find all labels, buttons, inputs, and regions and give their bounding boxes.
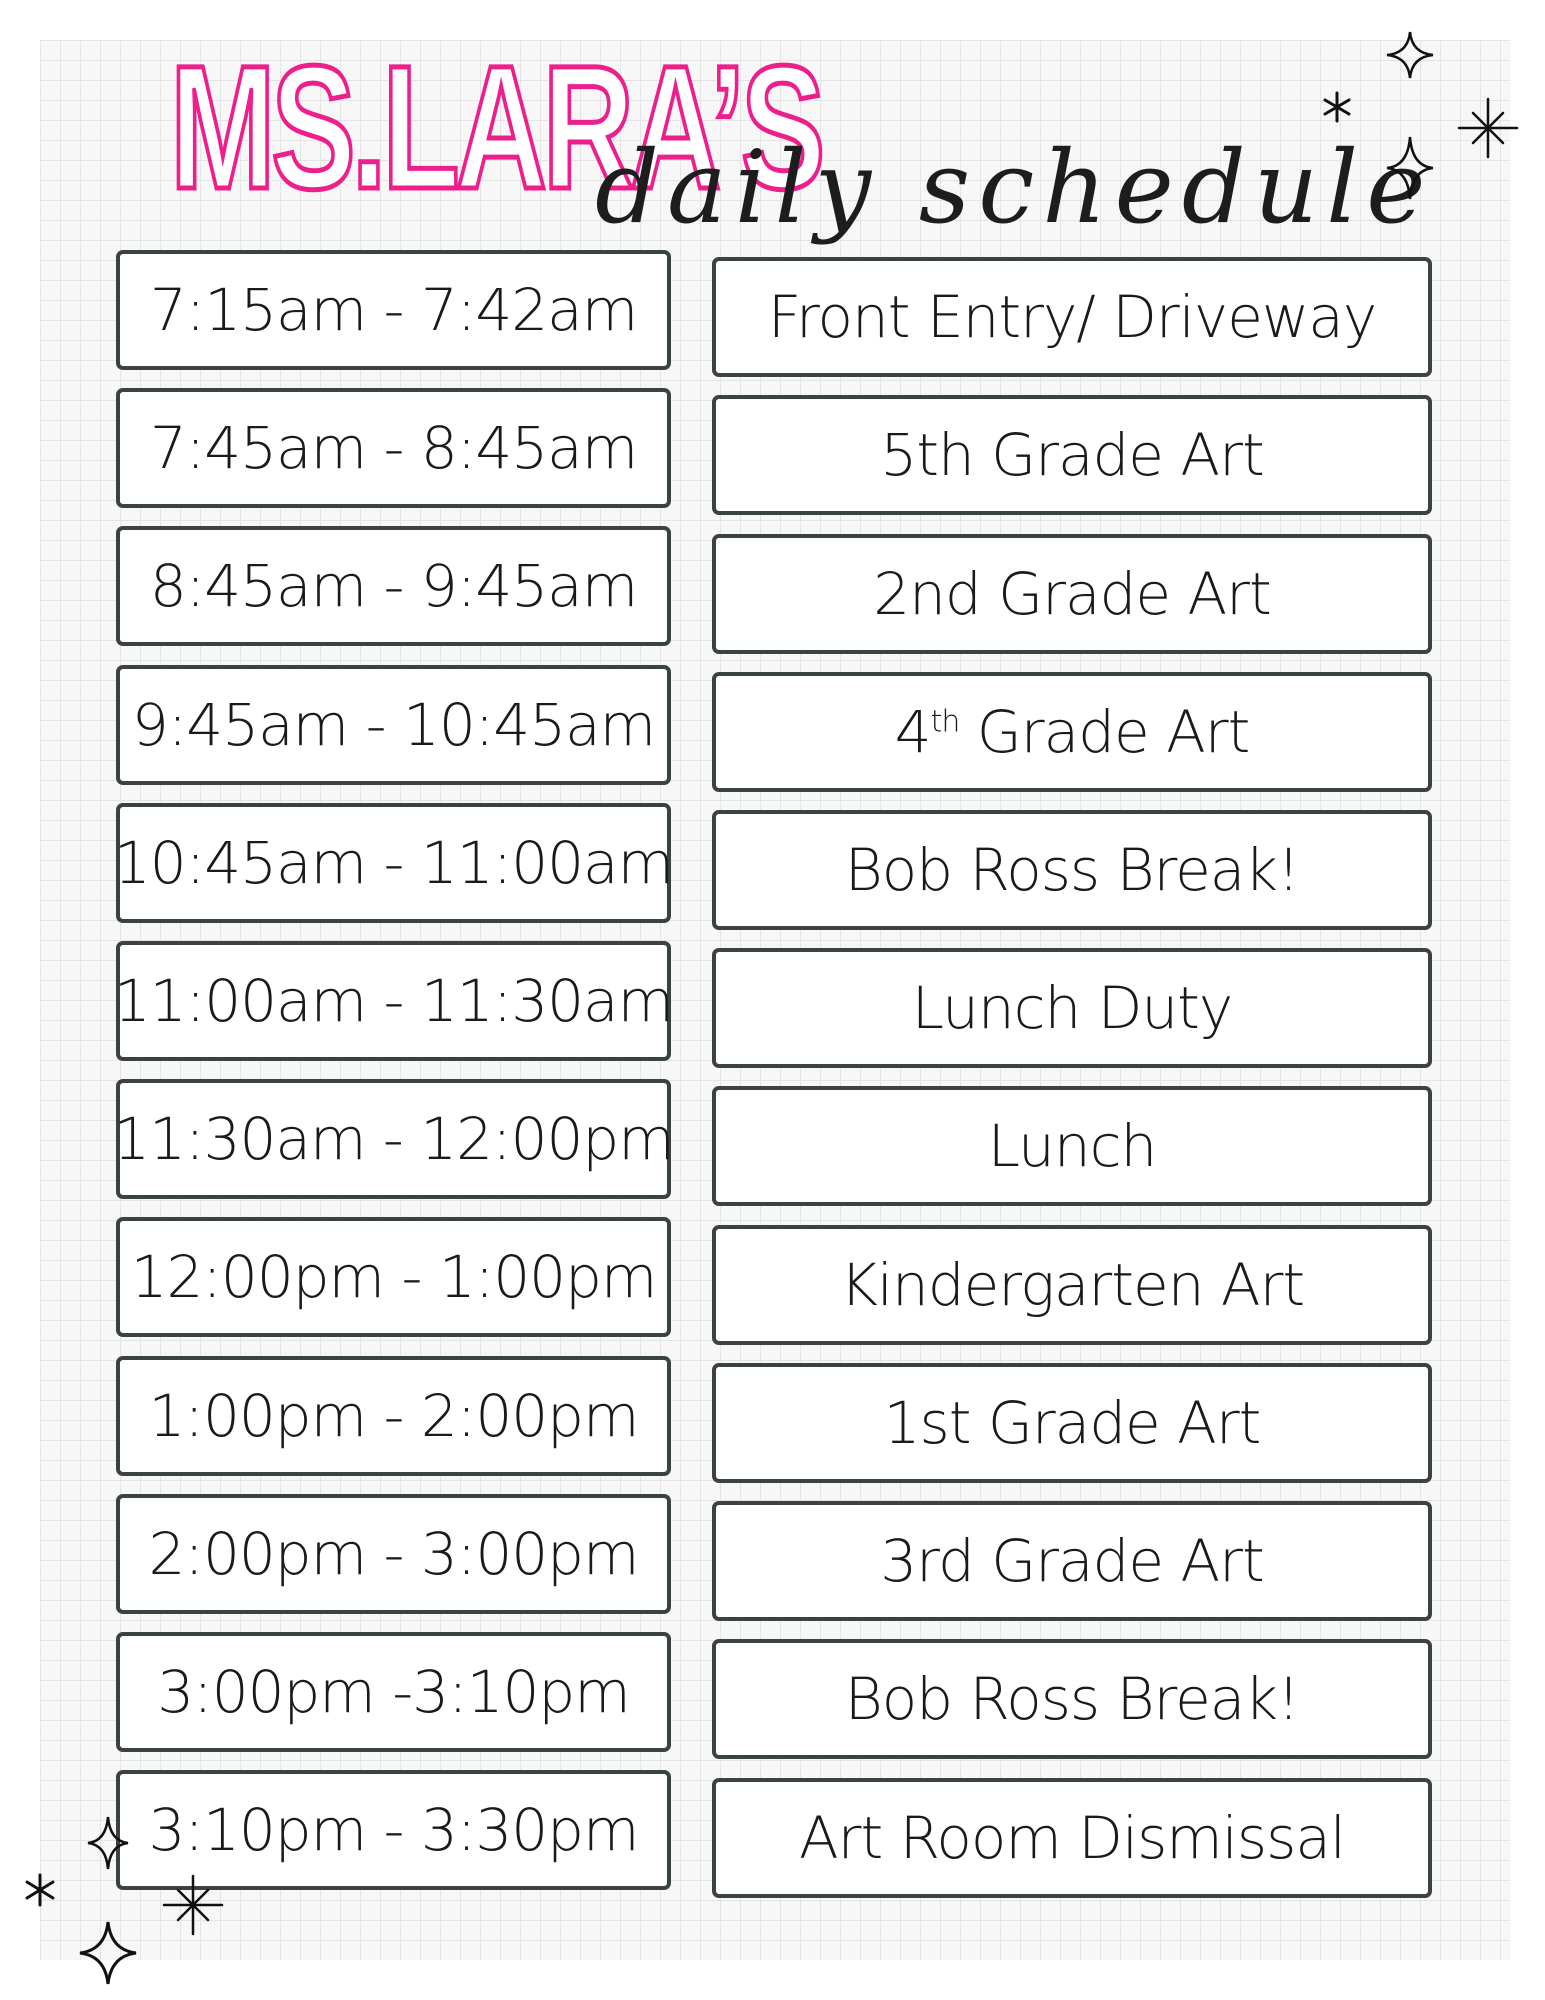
sparkle-icon [86, 1815, 130, 1871]
time-slot: 8:45am - 9:45am [116, 526, 671, 646]
activity-slot: Lunch Duty [712, 948, 1432, 1068]
starburst-icon [160, 1872, 226, 1938]
time-slot: 2:00pm - 3:00pm [116, 1494, 671, 1614]
activity-slot: Lunch [712, 1086, 1432, 1206]
activity-slot: 3rd Grade Art [712, 1501, 1432, 1621]
time-slot: 7:15am - 7:42am [116, 250, 671, 370]
asterisk-icon [1320, 90, 1354, 124]
asterisk-icon [22, 1872, 58, 1908]
time-slot: 10:45am - 11:00am [116, 803, 671, 923]
activity-slot: 5th Grade Art [712, 395, 1432, 515]
page-subtitle: daily schedule [595, 129, 1434, 246]
activity-slot: Bob Ross Break! [712, 810, 1432, 930]
sparkle-icon [78, 1920, 138, 1986]
activity-slot: Kindergarten Art [712, 1225, 1432, 1345]
activity-slot: 1st Grade Art [712, 1363, 1432, 1483]
activity-slot: Bob Ross Break! [712, 1639, 1432, 1759]
sparkle-icon [1385, 30, 1435, 80]
time-slot: 9:45am - 10:45am [116, 665, 671, 785]
time-slot: 7:45am - 8:45am [116, 388, 671, 508]
time-slot: 12:00pm - 1:00pm [116, 1217, 671, 1337]
sparkle-icon [1385, 135, 1435, 201]
activity-slot [712, 672, 1432, 792]
time-slot: 1:00pm - 2:00pm [116, 1356, 671, 1476]
time-slot: 11:30am - 12:00pm [116, 1079, 671, 1199]
activity-label: 4th Grade Art [894, 698, 1250, 766]
activity-slot: Art Room Dismissal [712, 1778, 1432, 1898]
time-slot: 3:00pm -3:10pm [116, 1632, 671, 1752]
page-title: MS.LARA’S [170, 30, 822, 226]
time-slot: 3:10pm - 3:30pm [116, 1770, 671, 1890]
activity-slot: Front Entry/ Driveway [712, 257, 1432, 377]
activity-slot: 2nd Grade Art [712, 534, 1432, 654]
starburst-icon [1455, 95, 1521, 161]
time-slot: 11:00am - 11:30am [116, 941, 671, 1061]
